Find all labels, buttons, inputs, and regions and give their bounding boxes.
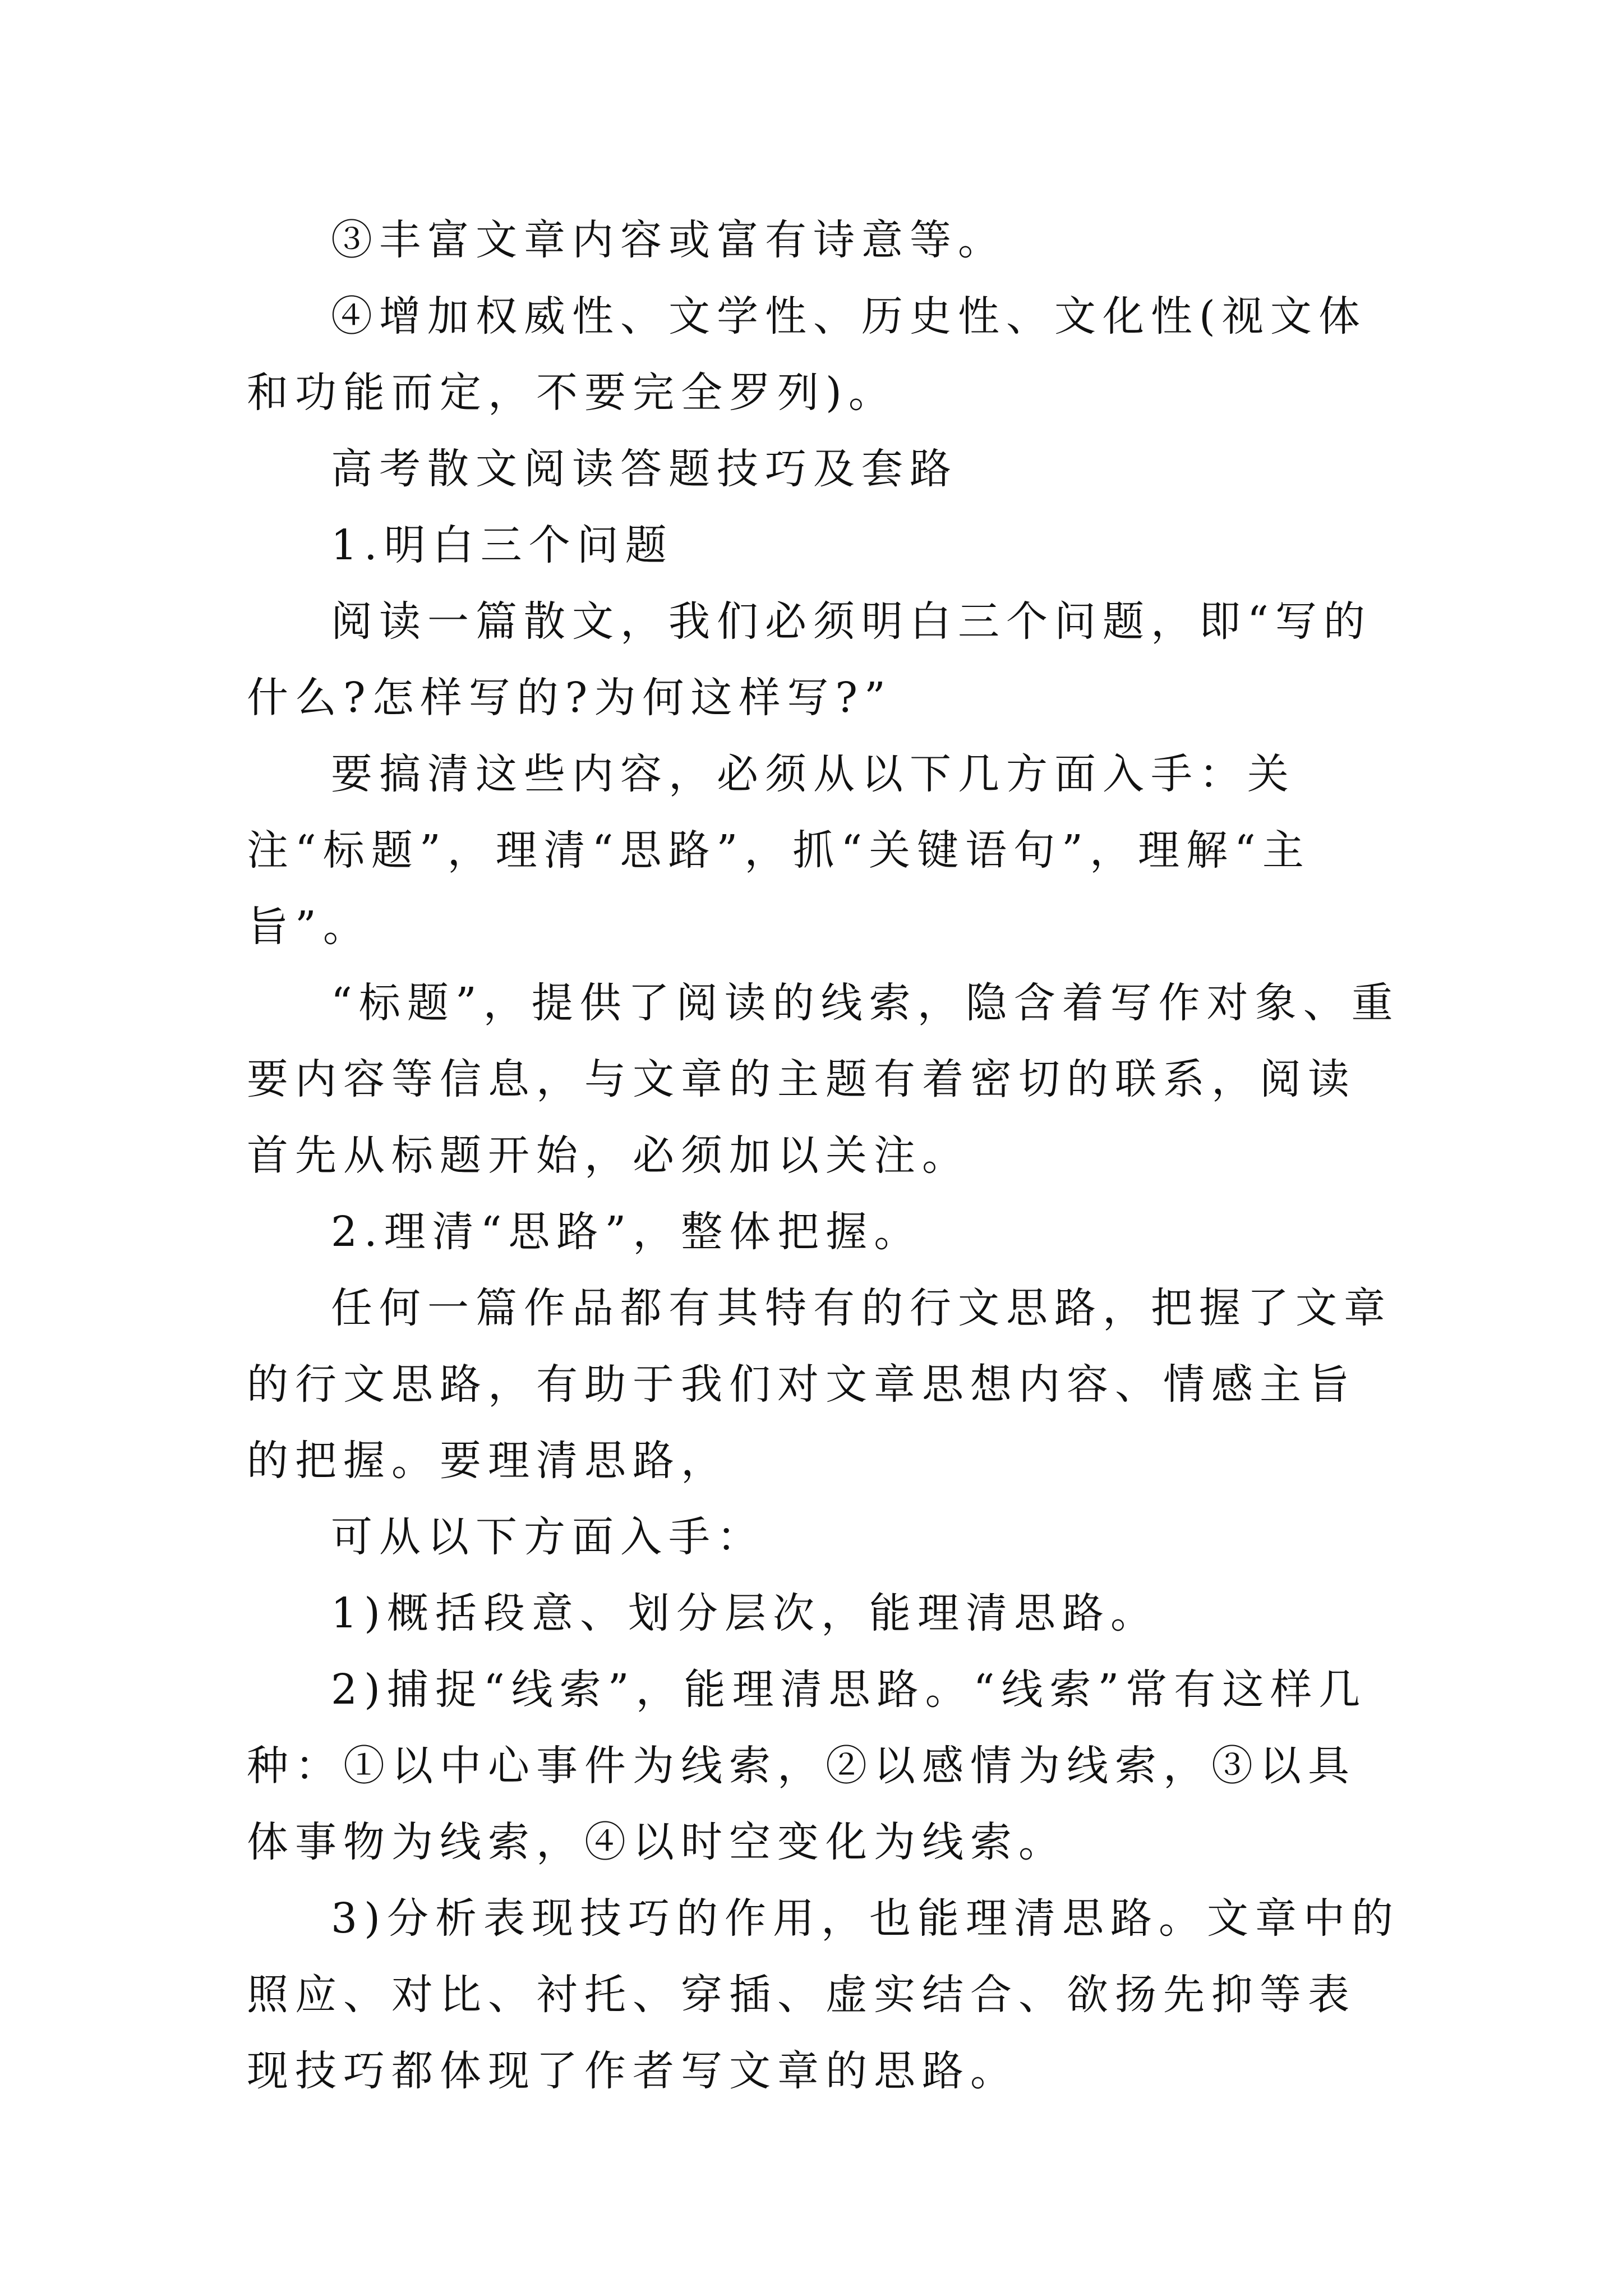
paragraph-7: 可从以下方面入手： [331,1513,765,1561]
section-heading: 高考散文阅读答题技巧及套路 [331,445,958,493]
list-item-3: 3)分析表现技巧的作用，也能理清思路。文章中的照应、对比、衬托、穿插、虚实结合、欲扬先抑等表现技巧都体现了作者写文章的思路。 [247,1894,1400,2095]
paragraph-3: 阅读一篇散文，我们必须明白三个问题，即“写的什么?怎样写的?为何这样写?” [247,597,1372,722]
paragraph-5: “标题”，提供了阅读的线索，隐含着写作对象、重要内容等信息，与文章的主题有着密切的联系，阅读首先从标题开始，必须加以关注。 [247,979,1400,1180]
document-body [247,202,1402,2109]
list-item-1: 1)概括段意、划分层次，能理清思路。 [331,1589,1159,1637]
paragraph-6: 任何一篇作品都有其特有的行文思路，把握了文章的行文思路，有助于我们对文章思想内容、情感主旨的把握。要理清思路， [247,1284,1392,1485]
list-item-2: 2)捕捉“线索”，能理清思路。“线索”常有这样几种：①以中心事件为线索，②以感情为线索，③以具体事物为线索，④以时空变化为线索。 [247,1665,1367,1866]
paragraph-1: ③丰富文章内容或富有诗意等。 [331,216,1006,264]
paragraph-2: ④增加权威性、文学性、历史性、文化性(视文体和功能而定，不要完全罗列)。 [247,292,1367,417]
subheading-2: 2.理清“思路”，整体把握。 [331,1208,923,1256]
subheading-1: 1.明白三个问题 [331,521,674,569]
paragraph-4: 要搞清这些内容，必须从以下几方面入手：关注“标题”，理清“思路”，抓“关键语句”，理解“主旨”。 [247,750,1311,951]
